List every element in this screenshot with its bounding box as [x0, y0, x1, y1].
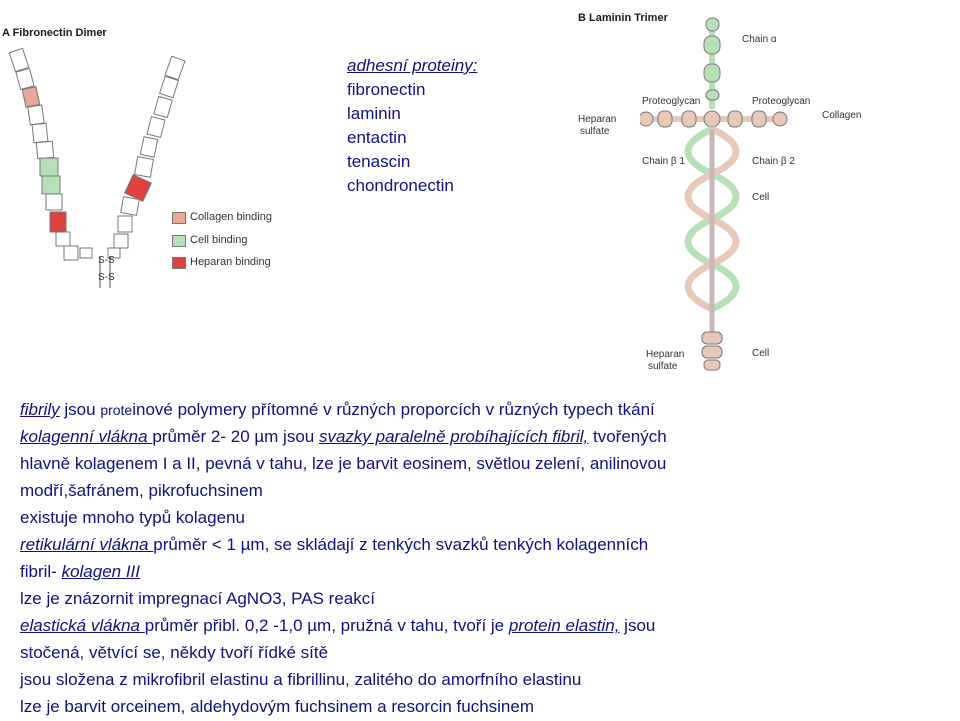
text-line-5: existuje mnoho typů kolagenu	[20, 508, 245, 527]
disulfide-bond-top: S-S	[98, 255, 115, 266]
disulfide-bond-bottom: S-S	[98, 272, 115, 283]
legend-label-collagen: Collagen binding	[190, 211, 272, 223]
label-heparan-bottom-2: sulfate	[648, 361, 678, 372]
adhesion-proteins-list	[347, 54, 477, 198]
text-line-7: fibril- kolagen III	[20, 562, 141, 581]
label-heparan-top-1: Heparan	[578, 114, 617, 125]
fiber-description-text	[20, 396, 956, 720]
text-line-12: lze je barvit orceinem, aldehydovým fuchsinem a resorcin fuchsinem	[20, 697, 535, 716]
text-line-10: stočená, větvící se, někdy tvoří řídké sítě	[20, 643, 329, 662]
text-line-3: hlavně kolagenem I a II, pevná v tahu, lze je barvit eosinem, světlou zelení, anilinovou	[20, 454, 667, 473]
legend-swatch-cell	[172, 235, 186, 247]
legend-label-heparan: Heparan binding	[190, 256, 271, 268]
text-line-1: fibrily jsou proteinové polymery přítomné v různých proporcích v různých typech tkání	[20, 400, 655, 419]
label-chain-alpha: Chain α	[742, 34, 777, 45]
laminin-figure-title: B Laminin Trimer	[578, 12, 668, 24]
adhesion-item: chondronectin	[347, 176, 454, 195]
label-chain-beta1: Chain β 1	[642, 156, 685, 167]
label-proteoglycan-right: Proteoglycan	[752, 96, 811, 107]
label-heparan-bottom-1: Heparan	[646, 349, 685, 360]
text-line-2: kolagenní vlákna průměr 2- 20 µm jsou svazky paralelně probíhajících fibril, tvořených	[20, 427, 667, 446]
text-line-9: elastická vlákna průměr přibl. 0,2 -1,0 µm, pružná v tahu, tvoří je protein elastin, jsou	[20, 616, 656, 635]
text-line-11: jsou složena z mikrofibril elastinu a fibrillinu, zalitého do amorfního elastinu	[20, 670, 582, 689]
label-cell-bottom: Cell	[752, 348, 770, 359]
adhesion-item: tenascin	[347, 152, 411, 171]
adhesion-item: entactin	[347, 128, 407, 147]
label-cell-top: Cell	[752, 192, 770, 203]
adhesion-heading: adhesní proteiny:	[347, 56, 478, 75]
adhesion-item: fibronectin	[347, 80, 426, 99]
laminin-trimer-diagram	[640, 14, 800, 374]
legend-swatch-collagen	[172, 212, 186, 224]
label-collagen: Collagen	[822, 110, 862, 121]
label-heparan-top-2: sulfate	[580, 126, 610, 137]
adhesion-item: laminin	[347, 104, 401, 123]
label-chain-beta2: Chain β 2	[752, 156, 795, 167]
fibronectin-figure-title: A Fibronectin Dimer	[2, 27, 107, 39]
legend-label-cell: Cell binding	[190, 234, 248, 246]
text-line-4: modří,šafránem, pikrofuchsinem	[20, 481, 263, 500]
label-proteoglycan-left: Proteoglycan	[642, 96, 701, 107]
text-line-8: lze je znázornit impregnací AgNO3, PAS reakcí	[20, 589, 375, 608]
text-line-6: retikulární vlákna průměr < 1 µm, se skládají z tenkých svazků tenkých kolagenních	[20, 535, 649, 554]
legend-swatch-heparan	[172, 257, 186, 269]
